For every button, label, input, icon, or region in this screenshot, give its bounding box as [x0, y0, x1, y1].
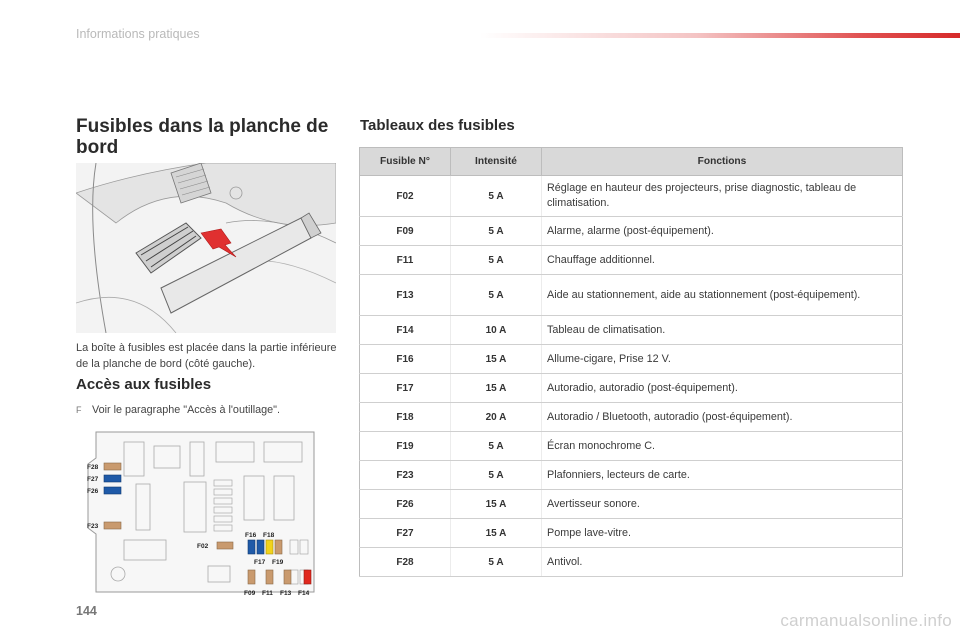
section-title: Fusibles dans la planche de bord — [76, 116, 329, 158]
bullet-mark: F — [76, 405, 82, 415]
label-f14: F14 — [298, 590, 310, 597]
col-header-number: Fusible N° — [360, 148, 451, 176]
fuse-number: F19 — [360, 432, 451, 461]
fuse-number: F09 — [360, 217, 451, 246]
table-row — [360, 246, 903, 275]
access-title: Accès aux fusibles — [76, 376, 212, 393]
fuse-number: F26 — [360, 490, 451, 519]
col-header-amperage: Intensité — [451, 148, 542, 176]
fuse-number: F27 — [360, 519, 451, 548]
fuse-f27 — [104, 475, 121, 482]
fuse-amperage: 15 A — [451, 519, 542, 548]
fuse-function: Autoradio, autoradio (post-équipement). — [542, 374, 903, 403]
header-accent-bar — [480, 33, 960, 38]
fuse-function: Écran monochrome C. — [542, 432, 903, 461]
fuse-amperage: 5 A — [451, 217, 542, 246]
access-instruction-text: Voir le paragraphe "Accès à l'outillage". — [92, 404, 280, 416]
table-row — [360, 217, 903, 246]
label-f16: F16 — [245, 532, 257, 539]
table-row — [360, 374, 903, 403]
watermark: carmanualsonline.info — [780, 611, 952, 630]
fuse-function: Pompe lave-vitre. — [542, 519, 903, 548]
fuse-number: F02 — [360, 176, 451, 217]
fuse-f13 — [284, 570, 291, 584]
page-number: 144 — [76, 604, 97, 618]
label-f19: F19 — [272, 559, 284, 566]
table-header-row — [360, 148, 903, 176]
label-f13: F13 — [280, 590, 292, 597]
dashboard-illustration — [76, 163, 336, 333]
table-row — [360, 316, 903, 345]
label-f11: F11 — [262, 590, 273, 597]
label-f02: F02 — [197, 543, 209, 550]
fuse-amperage: 5 A — [451, 275, 542, 316]
fuse-number: F18 — [360, 403, 451, 432]
fuse-table — [359, 147, 903, 577]
fuse-amperage: 15 A — [451, 374, 542, 403]
fuse-f28 — [104, 463, 121, 470]
fuse-function: Allume-cigare, Prise 12 V. — [542, 345, 903, 374]
fuse-function: Chauffage additionnel. — [542, 246, 903, 275]
fuse-amperage: 5 A — [451, 176, 542, 217]
table-row — [360, 403, 903, 432]
fuse-amperage: 10 A — [451, 316, 542, 345]
label-f23: F23 — [87, 523, 99, 530]
fuse-f17 — [257, 540, 264, 554]
label-f27: F27 — [87, 476, 99, 483]
table-row — [360, 432, 903, 461]
fuse-f23 — [104, 522, 121, 529]
fusebox-diagram — [76, 424, 346, 598]
fuse-number: F17 — [360, 374, 451, 403]
table-title: Tableaux des fusibles — [360, 117, 515, 134]
fuse-amperage: 20 A — [451, 403, 542, 432]
fuse-function: Alarme, alarme (post-équipement). — [542, 217, 903, 246]
table-row — [360, 490, 903, 519]
fuse-f14 — [304, 570, 311, 584]
fuse-function: Avertisseur sonore. — [542, 490, 903, 519]
label-f09: F09 — [244, 590, 256, 597]
fuse-function: Plafonniers, lecteurs de carte. — [542, 461, 903, 490]
fuse-f19 — [275, 540, 282, 554]
fuse-f26 — [104, 487, 121, 494]
fuse-function: Réglage en hauteur des projecteurs, prise diagnostic, tableau de climatisation. — [542, 176, 903, 217]
fuse-function: Tableau de climatisation. — [542, 316, 903, 345]
fuse-f09 — [248, 570, 255, 584]
access-instruction — [76, 404, 280, 416]
fuse-number: F16 — [360, 345, 451, 374]
table-row — [360, 519, 903, 548]
fuse-number: F28 — [360, 548, 451, 577]
col-header-functions: Fonctions — [542, 148, 903, 176]
fusebox-location-text: La boîte à fusibles est placée dans la partie inférieure de la planche de bord (côté gauche). — [76, 342, 337, 370]
table-row — [360, 548, 903, 577]
fuse-number: F14 — [360, 316, 451, 345]
label-f18: F18 — [263, 532, 275, 539]
table-row — [360, 275, 903, 316]
fuse-amperage: 5 A — [451, 461, 542, 490]
fuse-f02 — [217, 542, 233, 549]
table-row — [360, 176, 903, 217]
fuse-amperage: 5 A — [451, 548, 542, 577]
fuse-f18 — [266, 540, 273, 554]
label-f17: F17 — [254, 559, 266, 566]
label-f26: F26 — [87, 488, 99, 495]
fuse-f16 — [248, 540, 255, 554]
fuse-number: F23 — [360, 461, 451, 490]
fuse-amperage: 15 A — [451, 345, 542, 374]
table-row — [360, 345, 903, 374]
fuse-f11 — [266, 570, 273, 584]
table-row — [360, 461, 903, 490]
label-f28: F28 — [87, 464, 99, 471]
fuse-function: Antivol. — [542, 548, 903, 577]
fuse-amperage: 15 A — [451, 490, 542, 519]
header-title: Informations pratiques — [76, 27, 200, 41]
fuse-amperage: 5 A — [451, 246, 542, 275]
fuse-function: Autoradio / Bluetooth, autoradio (post-équipement). — [542, 403, 903, 432]
fuse-amperage: 5 A — [451, 432, 542, 461]
fuse-number: F13 — [360, 275, 451, 316]
fuse-number: F11 — [360, 246, 451, 275]
fuse-function: Aide au stationnement, aide au stationnement (post-équipement). — [542, 275, 903, 316]
